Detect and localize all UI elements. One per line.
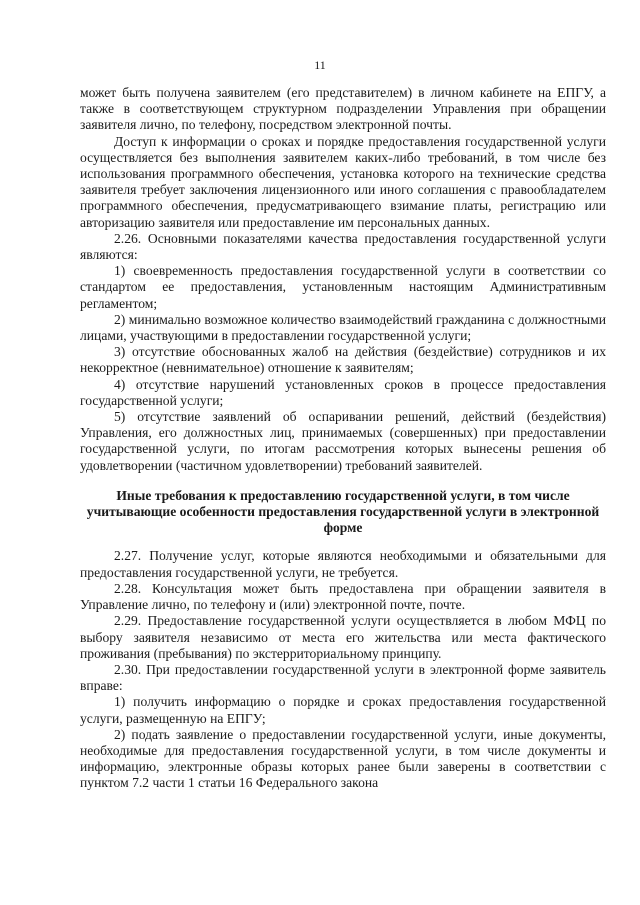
page-body [80, 85, 606, 792]
paragraph: 2.26. Основными показателями качества предоставления государственной услуги являются: [80, 230, 606, 263]
list-item: 2) минимально возможное количество взаимодействий гражданина с должностными лицами, участвующими в предоставлении государственной услуги; [80, 311, 606, 344]
paragraph: 2.29. Предоставление государственной услуги осуществляется в любом МФЦ по выбору заявителя независимо от места его жительства или места фактического проживания (пребывания) по экстерриториальному принципу. [80, 613, 606, 661]
paragraph: может быть получена заявителем (его представителем) в личном кабинете на ЕПГУ, а также в соответствующем структурном подразделении Управления при обращении заявителя лично, по телефону, посредством электронной почты. [80, 85, 606, 133]
section-heading: Иные требования к предоставлению государственной услуги, в том числе учитывающие особенности предоставления государственной услуги в электронной форме [86, 487, 600, 536]
list-item: 3) отсутствие обоснованных жалоб на действия (бездействие) сотрудников и их некорректное (невнимательное) отношение к заявителям; [80, 344, 606, 376]
paragraph: Доступ к информации о сроках и порядке предоставления государственной услуги осуществляется без выполнения заявителем каких-либо требований, в том числе без использования программного обеспечения, установка которого на технические средства заявителя требует заключения лицензионного или иного соглашения с правообладателем программного обеспечения, предусматривающего взимание платы, регистрацию или авторизацию заявителя или предоставление им персональных данных. [80, 133, 606, 230]
page-number: 11 [314, 58, 326, 72]
paragraph: 2.30. При предоставлении государственной услуги в электронной форме заявитель вправе: [80, 661, 606, 694]
paragraph: 2.27. Получение услуг, которые являются необходимыми и обязательными для предоставления государственной услуги, не требуется. [80, 548, 606, 580]
list-item: 1) своевременность предоставления государственной услуги в соответствии со стандартом ее предоставления, установленным настоящим Административным регламентом; [80, 263, 606, 311]
paragraph: 2.28. Консультация может быть предоставлена при обращении заявителя в Управление лично, по телефону и (или) электронной почте, почте. [80, 580, 606, 613]
list-item: 1) получить информацию о порядке и сроках предоставления государственной услуги, размещенную на ЕПГУ; [80, 694, 606, 726]
list-item: 4) отсутствие нарушений установленных сроков в процессе предоставления государственной услуги; [80, 376, 606, 408]
list-item: 5) отсутствие заявлений об оспаривании решений, действий (бездействия) Управления, его должностных лиц, принимаемых (совершенных) при предоставлении государственной услуги, по итогам рассмотрения которых вынесены решения об удовлетворении (частичном удовлетворении) требований заявителей. [80, 409, 606, 473]
list-item: 2) подать заявление о предоставлении государственной услуги, иные документы, необходимые для предоставления государственной услуги, в том числе документы и информацию, электронные образы которых ранее были заверены в соответствии с пунктом 7.2 части 1 статьи 16 Федерального закона [80, 726, 606, 791]
